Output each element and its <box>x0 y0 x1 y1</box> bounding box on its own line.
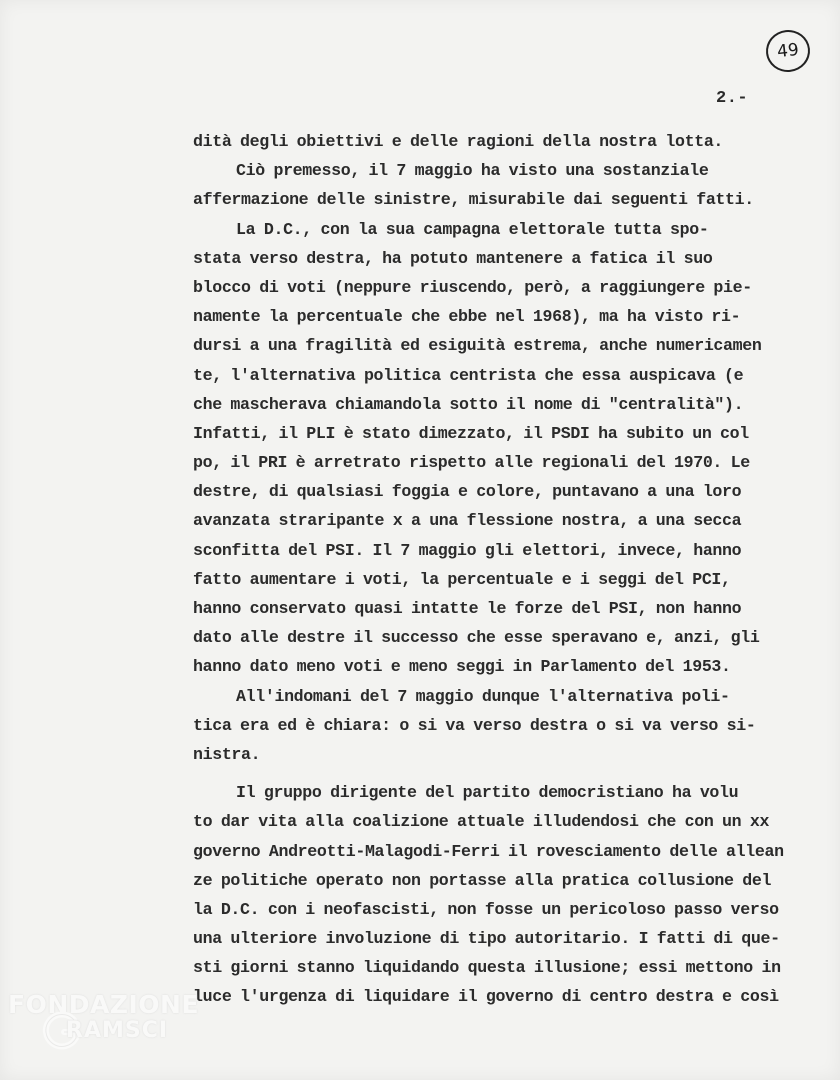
text-line: una ulteriore involuzione di tipo autoritario. I fatti di que- <box>193 929 780 949</box>
document-body <box>193 127 823 1012</box>
text-line: Il gruppo dirigente del partito democristiano ha volu <box>193 783 739 803</box>
text-line: fatto aumentare i voti, la percentuale e i seggi del PCI, <box>193 569 731 589</box>
text-line: All'indomani del 7 maggio dunque l'alternativa poli- <box>193 686 730 706</box>
page-number: 2.- <box>716 89 749 108</box>
text-line: nistra. <box>193 744 261 764</box>
text-line: blocco di voti (neppure riuscendo, però, a raggiungere pie- <box>193 277 752 297</box>
watermark-line2: RAMSCI <box>66 1018 169 1043</box>
text-line: po, il PRI è arretrato rispetto alle regionali del 1970. Le <box>193 453 750 473</box>
text-line: avanzata straripante x a una flessione nostra, a una secca <box>193 511 742 531</box>
text-line: sti giorni stanno liquidando questa illusione; essi mettono in <box>193 958 781 978</box>
folio-stamp: 49 <box>764 28 812 74</box>
text-line: hanno dato meno voti e meno seggi in Parlamento del 1953. <box>193 657 731 677</box>
text-line: hanno conservato quasi intatte le forze del PSI, non hanno <box>193 599 742 618</box>
text-line: dato alle destre il successo che esse speravano e, anzi, gli <box>193 628 760 648</box>
watermark-logo <box>6 990 211 1065</box>
text-line: tica era ed è chiara: o si va verso destra o si va verso si- <box>193 715 756 735</box>
text-line: Infatti, il PLI è stato dimezzato, il PSDI ha subito un col <box>193 423 749 443</box>
text-line: che mascherava chiamandola sotto il nome di "centralità"). <box>193 394 744 414</box>
text-line: dursi a una fragilità ed esiguità estrema, anche numericamen <box>193 336 762 356</box>
text-line: dità degli obiettivi e delle ragioni della nostra lotta. <box>193 132 724 151</box>
text-line: La D.C., con la sua campagna elettorale tutta spo- <box>193 219 709 239</box>
text-line: luce l'urgenza di liquidare il governo di centro destra e così <box>193 987 779 1007</box>
text-line: namente la percentuale che ebbe nel 1968), ma ha visto ri- <box>193 307 741 327</box>
text-line: sconfitta del PSI. Il 7 maggio gli elettori, invece, hanno <box>193 540 742 560</box>
text-line: stata verso destra, ha potuto mantenere a fatica il suo <box>193 248 713 268</box>
text-line: to dar vita alla coalizione attuale illudendosi che con un xx <box>193 812 770 832</box>
text-line: governo Andreotti-Malagodi-Ferri il rovesciamento delle allean <box>193 841 784 861</box>
text-line: affermazione delle sinistre, misurabile dai seguenti fatti. <box>193 190 754 210</box>
text-line: la D.C. con i neofascisti, non fosse un pericoloso passo verso <box>193 899 779 919</box>
text-line: Ciò premesso, il 7 maggio ha visto una sostanziale <box>193 161 709 181</box>
text-line: ze politiche operato non portasse alla pratica collusione del <box>193 870 772 890</box>
text-line: destre, di qualsiasi foggia e colore, puntavano a una loro <box>193 482 742 502</box>
text-line: te, l'alternativa politica centrista che essa auspicava (e <box>193 365 744 385</box>
watermark-line1: FONDAZIONE <box>8 990 200 1019</box>
